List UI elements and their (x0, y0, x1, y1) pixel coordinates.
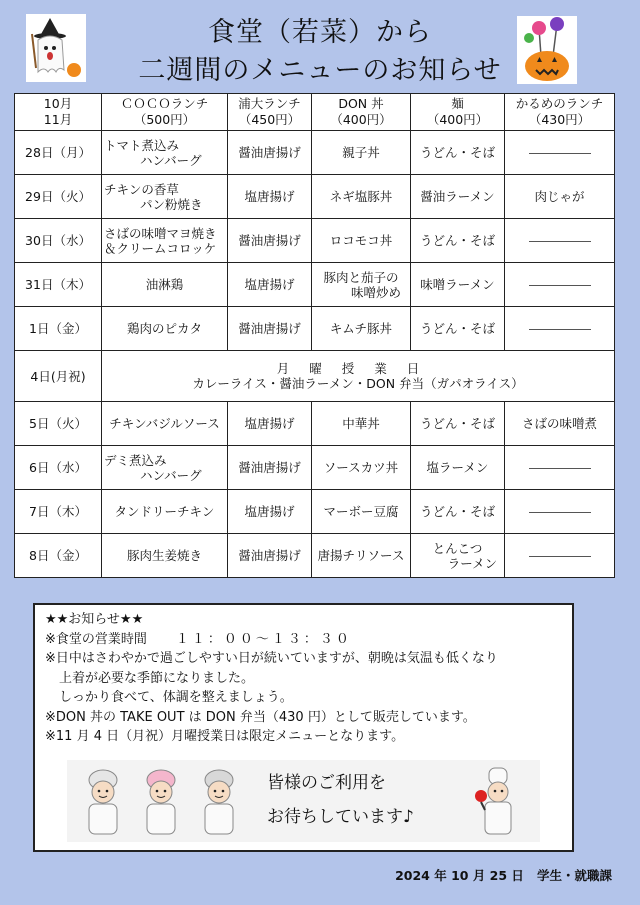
none-dash (529, 241, 591, 242)
none-dash (529, 285, 591, 286)
row-karumeno (505, 490, 615, 534)
notice-takeout: ※DON 丼の TAKE OUT は DON 弁当（430 円）として販売しています。 (45, 709, 476, 725)
row-men: 味噌ラーメン (411, 263, 505, 307)
none-dash (529, 468, 591, 469)
special-row (15, 351, 615, 402)
chef-icon (475, 766, 519, 838)
row-coco: トマト煮込み ハンバーグ (102, 131, 228, 175)
row-men: うどん・そば (411, 219, 505, 263)
row-karumeno (505, 219, 615, 263)
row-coco: さばの味噌マヨ焼き ＆クリームコロッケ (102, 219, 228, 263)
row-karumeno (505, 446, 615, 490)
row-uradai: 塩唐揚げ (228, 263, 312, 307)
header-don: DON 丼 （400円） (312, 94, 411, 131)
row-men: 醤油ラーメン (411, 175, 505, 219)
row-date: 28日（月） (15, 131, 102, 175)
row-date: 5日（火） (15, 402, 102, 446)
header-coco: ＣＯＣＯランチ （500円） (102, 94, 228, 131)
header-date: 10月 11月 (15, 94, 102, 131)
row-coco: チキンバジルソース (102, 402, 228, 446)
notice-heading: ★★お知らせ★★ (45, 612, 144, 627)
row-men: うどん・そば (411, 402, 505, 446)
row-uradai: 塩唐揚げ (228, 402, 312, 446)
notice-weather-2: 上着が必要な季節になりました。 (59, 670, 255, 686)
welcome-message (267, 766, 467, 834)
none-dash (529, 153, 591, 154)
pumpkin-candy-icon (517, 16, 577, 84)
row-karumeno: 肉じゃが (505, 175, 615, 219)
row-date: 8日（金） (15, 534, 102, 578)
row-don: ソースカツ丼 (312, 446, 411, 490)
menu-table (14, 93, 615, 578)
notice-holiday: ※11 月 4 日（月祝）月曜授業日は限定メニューとなります。 (45, 729, 405, 744)
table-row (15, 490, 615, 534)
table-row (15, 175, 615, 219)
row-coco: 豚肉生姜焼き (102, 534, 228, 578)
row-men: とんこつ ラーメン (411, 534, 505, 578)
row-uradai: 醤油唐揚げ (228, 534, 312, 578)
welcome-banner (67, 760, 540, 842)
row-don: 唐揚チリソース (312, 534, 411, 578)
row-don: ロコモコ丼 (312, 219, 411, 263)
welcome-line-1: 皆様のご利用を (267, 773, 386, 793)
table-row (15, 446, 615, 490)
header-men: 麺 （400円） (411, 94, 505, 131)
row-don: 親子丼 (312, 131, 411, 175)
header-karumeno: かるめのランチ （430円） (505, 94, 615, 131)
row-don: ネギ塩豚丼 (312, 175, 411, 219)
notice-weather-1: ※日中はさわやかで過ごしやすい日が続いていますが、朝晩は気温も低くなり (45, 651, 498, 666)
row-coco: チキンの香草 パン粉焼き (102, 175, 228, 219)
row-don: キムチ豚丼 (312, 307, 411, 351)
header-uradai: 浦大ランチ （450円） (228, 94, 312, 131)
title-line-1: 食堂（若菜）から (208, 17, 432, 48)
notice-weather-3: しっかり食べて、体調を整えましょう。 (59, 690, 293, 705)
row-don: 豚肉と茄子の 味噌炒め (312, 263, 411, 307)
row-date: 29日（火） (15, 175, 102, 219)
row-don: マーボー豆腐 (312, 490, 411, 534)
table-row (15, 219, 615, 263)
none-dash (529, 512, 591, 513)
row-uradai: 醤油唐揚げ (228, 307, 312, 351)
special-date: 4日(月祝) (15, 351, 102, 402)
special-line-1: 月曜授業日 (276, 361, 440, 376)
row-men: うどん・そば (411, 307, 505, 351)
table-row (15, 307, 615, 351)
row-karumeno: さばの味噌煮 (505, 402, 615, 446)
special-line-2: カレーライス・醤油ラーメン・DON 弁当（ガパオライス） (192, 376, 524, 391)
row-karumeno (505, 263, 615, 307)
none-dash (529, 556, 591, 557)
row-coco: 鶏肉のピカタ (102, 307, 228, 351)
chef-icon (81, 766, 125, 838)
none-dash (529, 329, 591, 330)
welcome-line-2: お待ちしています♪ (267, 807, 414, 827)
footer-date: 2024 年 10 月 25 日 (395, 868, 524, 883)
row-uradai: 塩唐揚げ (228, 490, 312, 534)
table-header-row (15, 94, 615, 131)
row-date: 1日（金） (15, 307, 102, 351)
row-coco: 油淋鶏 (102, 263, 228, 307)
footer-dept: 学生・就職課 (536, 868, 612, 883)
row-karumeno (505, 534, 615, 578)
footer (395, 866, 612, 884)
row-coco: デミ煮込み ハンバーグ (102, 446, 228, 490)
row-uradai: 醤油唐揚げ (228, 219, 312, 263)
row-uradai: 塩唐揚げ (228, 175, 312, 219)
table-row (15, 402, 615, 446)
table-row (15, 263, 615, 307)
row-uradai: 醤油唐揚げ (228, 446, 312, 490)
row-uradai: 醤油唐揚げ (228, 131, 312, 175)
special-menu (102, 351, 615, 402)
chef-icon (139, 766, 183, 838)
notice-box (33, 603, 574, 852)
row-don: 中華丼 (312, 402, 411, 446)
row-date: 7日（木） (15, 490, 102, 534)
notice-hours: ※食堂の営業時間 １１：００～１３：３０ (45, 631, 352, 647)
row-men: 塩ラーメン (411, 446, 505, 490)
row-karumeno (505, 307, 615, 351)
table-row (15, 131, 615, 175)
row-men: うどん・そば (411, 131, 505, 175)
chef-icon (197, 766, 241, 838)
title-line-2: 二週間のメニューのお知らせ (138, 55, 502, 86)
row-date: 30日（水） (15, 219, 102, 263)
row-date: 31日（木） (15, 263, 102, 307)
table-row (15, 534, 615, 578)
row-karumeno (505, 131, 615, 175)
row-men: うどん・そば (411, 490, 505, 534)
row-coco: タンドリーチキン (102, 490, 228, 534)
row-date: 6日（水） (15, 446, 102, 490)
